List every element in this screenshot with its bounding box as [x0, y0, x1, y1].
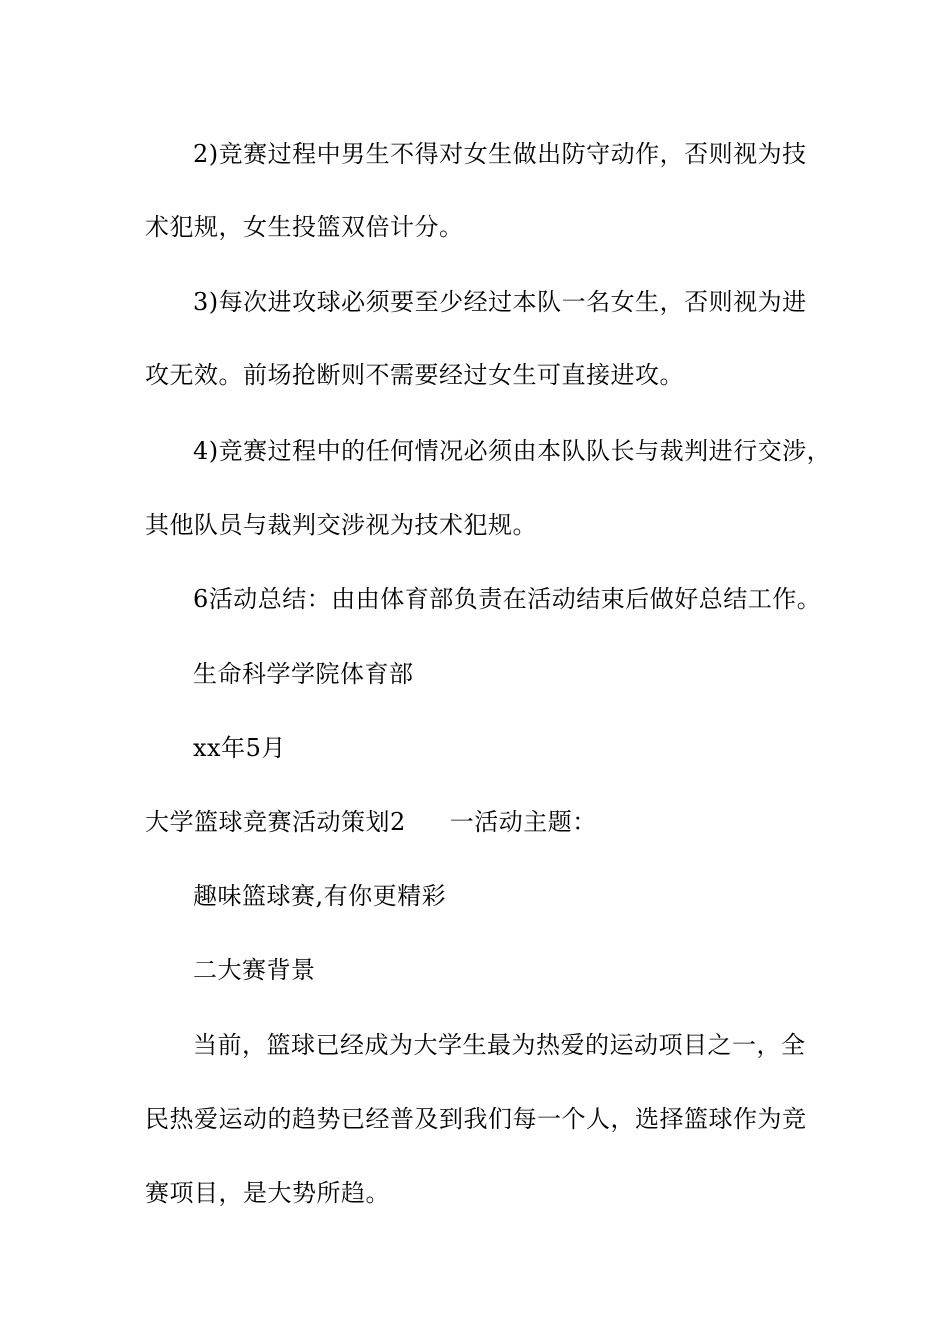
rule-4-line-2: 其他队员与裁判交涉视为技术犯规。 — [145, 511, 537, 539]
signature-organization: 生命科学学院体育部 — [193, 660, 414, 688]
section-title: 大学篮球竞赛活动策划2 — [145, 808, 406, 836]
summary-paragraph: 6活动总结：由由体育部负责在活动结束后做好总结工作。 — [193, 585, 822, 613]
rule-4-line-1: 4)竞赛过程中的任何情况必须由本队队长与裁判进行交涉， — [193, 437, 832, 465]
background-line-2: 民热爱运动的趋势已经普及到我们每一个人，选择篮球作为竞 — [145, 1105, 807, 1133]
signature-date: xx年5月 — [193, 734, 286, 762]
section-title-row — [145, 806, 825, 838]
background-heading: 二大赛背景 — [193, 956, 316, 984]
rule-2-line-1: 2)竞赛过程中男生不得对女生做出防守动作，否则视为技 — [193, 140, 807, 168]
background-line-3: 赛项目，是大势所趋。 — [145, 1179, 390, 1207]
rule-3-line-2: 攻无效。前场抢断则不需要经过女生可直接进攻。 — [145, 361, 684, 389]
theme-text: 趣味篮球赛,有你更精彩 — [193, 882, 447, 910]
rule-2-line-2: 术犯规，女生投篮双倍计分。 — [145, 213, 464, 241]
rule-3-line-1: 3)每次进攻球必须要至少经过本队一名女生，否则视为进 — [193, 288, 807, 316]
section-heading: 一活动主题： — [449, 808, 597, 836]
background-line-1: 当前，篮球已经成为大学生最为热爱的运动项目之一，全 — [193, 1031, 806, 1059]
